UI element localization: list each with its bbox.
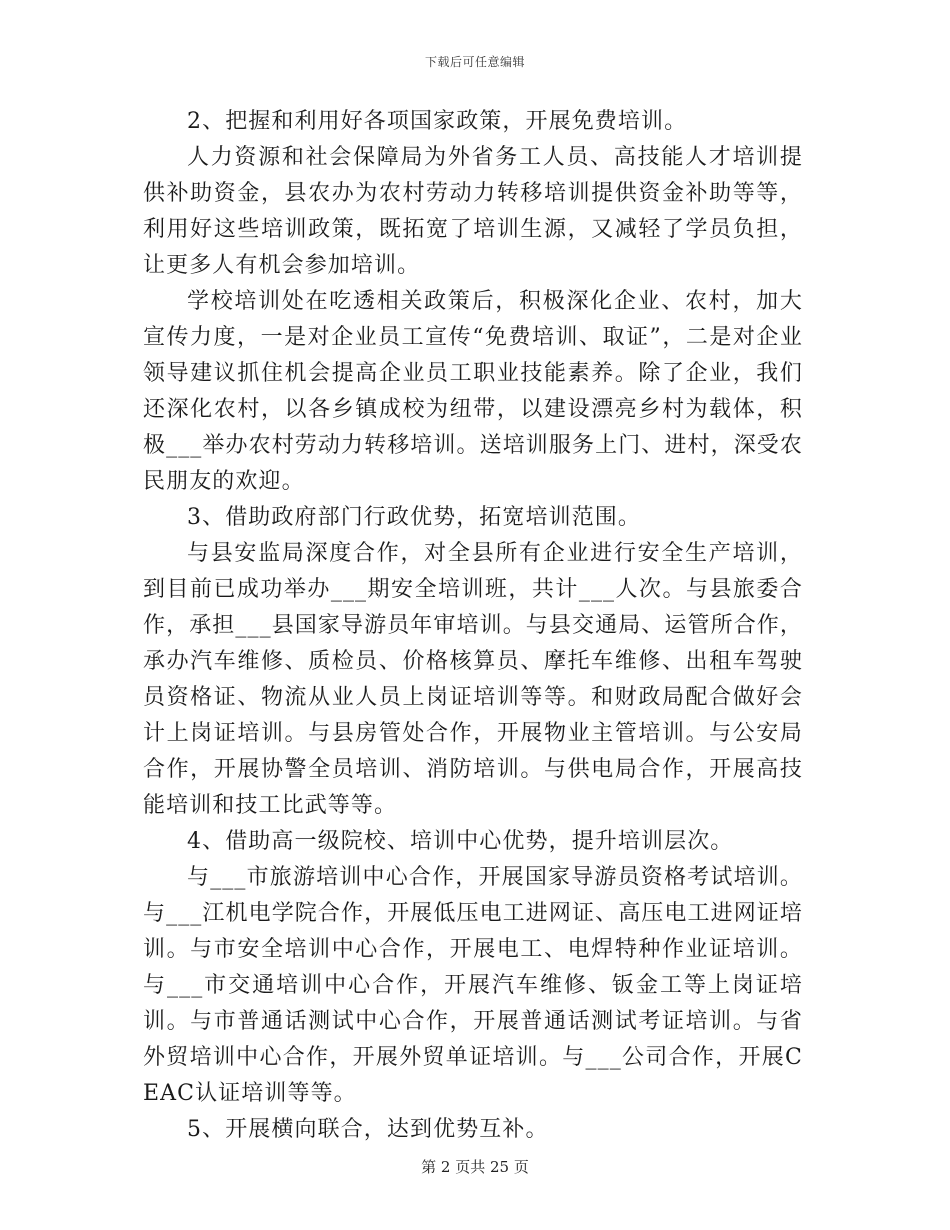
section-heading-4: 4、借助高一级院校、培训中心优势，提升培训层次。 bbox=[187, 829, 734, 854]
paragraph: 学校培训处在吃透相关政策后，积极深化企业、农村，加大宣传力度，一是对企业员工宣传“免费培训、取证”，二是对企业领导建议抓住机会提高企业员工职业技能素养。除了企业，我们还深化农村，以各乡镇成校为纽带，以建设漂亮乡村为载体，积极___举办农村劳动力转移培训。送培训服务上门、进村，深受农民朋友的欢迎。 bbox=[143, 289, 804, 494]
section-heading-3: 3、借助政府部门行政优势，拓宽培训范围。 bbox=[187, 505, 641, 530]
paragraph: 与___市旅游培训中心合作，开展国家导游员资格考试培训。与___江机电学院合作，开展低压电工进网证、高压电工进网证培训。与市安全培训中心合作，开展电工、电焊特种作业证培训。与___市交通培训中心合作，开展汽车维修、钣金工等上岗证培训。与市普通话测试中心合作，开展普通话测试考证培训。与省外贸培训中心合作，开展外贸单证培训。与___公司合作，开展CEAC认证培训等等。 bbox=[143, 865, 804, 1106]
page-number: 第 2 页共 25 页 bbox=[421, 1158, 529, 1176]
paragraph: 与县安监局深度合作，对全县所有企业进行安全生产培训，到目前已成功举办___期安全培训班，共计___人次。与县旅委合作，承担___县国家导游员年审培训。与县交通局、运管所合作，承办汽车维修、质检员、价格核算员、摩托车维修、出租车驾驶员资格证、物流从业人员上岗证培训等等。和财政局配合做好会计上岗证培训。与县房管处合作，开展物业主管培训。与公安局合作，开展协警全员培训、消防培训。与供电局合作，开展高技能培训和技工比武等等。 bbox=[143, 541, 804, 818]
section-heading-5: 5、开展横向联合，达到优势互补。 bbox=[187, 1117, 549, 1142]
document-body bbox=[143, 104, 803, 1148]
paragraph: 人力资源和社会保障局为外省务工人员、高技能人才培训提供补助资金，县农办为农村劳动力转移培训提供资金补助等等，利用好这些培训政策，既拓宽了培训生源，又减轻了学员负担，让更多人有机会参加培训。 bbox=[143, 145, 803, 278]
section-heading-2: 2、把握和利用好各项国家政策，开展免费培训。 bbox=[187, 109, 688, 134]
page-header: 下载后可任意编辑 bbox=[424, 55, 525, 69]
